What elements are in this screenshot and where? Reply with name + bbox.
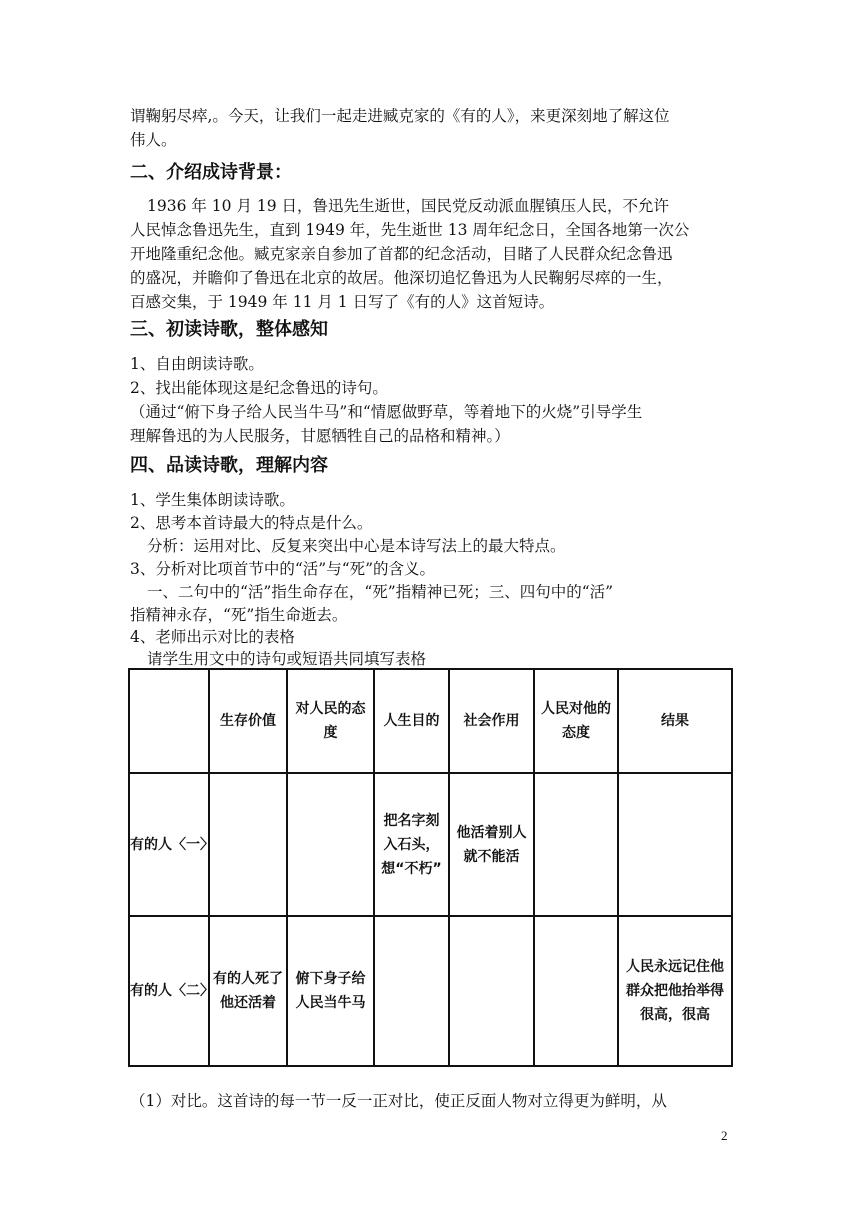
table-header-cell: 人民对他的态度 xyxy=(534,669,618,773)
background-line-4: 的盛况，并瞻仰了鲁迅在北京的故居。他深切追忆鲁迅为人民鞠躬尽瘁的一生， xyxy=(130,269,673,287)
intro-line-1: 谓鞠躬尽瘁,。今天，让我们一起走进臧克家的《有的人》，来更深刻地了解这位 xyxy=(130,107,670,125)
close-reading-line-1: 1、学生集体朗读诗歌。 xyxy=(130,491,295,509)
first-reading-line-4: 理解鲁迅的为人民服务，甘愿牺牲自己的品格和精神。） xyxy=(130,427,510,445)
table-row xyxy=(129,773,732,916)
table-cell xyxy=(618,773,732,916)
table-cell xyxy=(534,916,618,1066)
first-reading-line-3: （通过“俯下身子给人民当牛马”和“情愿做野草，等着地下的火烧”引导学生 xyxy=(130,403,643,421)
table-header-cell xyxy=(129,669,209,773)
section-heading-first-reading: 三、初读诗歌，整体感知 xyxy=(130,319,328,340)
table-row-label: 有的人〈一〉 xyxy=(129,773,209,916)
table-cell: 俯下身子给人民当牛马 xyxy=(287,916,374,1066)
footer-line: （1）对比。这首诗的每一节一反一正对比，使正反面人物对立得更为鲜明，从 xyxy=(130,1092,667,1110)
close-reading-line-4: 3、分析对比项首节中的“活”与“死”的含义。 xyxy=(130,560,436,578)
close-reading-line-7: 4、老师出示对比的表格 xyxy=(130,628,295,646)
background-line-2: 人民悼念鲁迅先生，直到 1949 年，先生逝世 13 周年纪念日，全国各地第一次公 xyxy=(130,221,690,239)
table-header-cell: 生存价值 xyxy=(209,669,287,773)
close-reading-line-3: 分析：运用对比、反复来突出中心是本诗写法上的最大特点。 xyxy=(147,537,566,555)
comparison-table xyxy=(128,668,733,1067)
page-number: 2 xyxy=(721,1128,728,1143)
table-row xyxy=(129,916,732,1066)
table-cell: 把名字刻入石头，想“不朽” xyxy=(374,773,449,916)
table-header-row xyxy=(129,669,732,773)
section-heading-background: 二、介绍成诗背景： xyxy=(130,162,292,183)
table-cell xyxy=(534,773,618,916)
table-cell xyxy=(449,916,534,1066)
close-reading-line-5: 一、二句中的“活”指生命存在，“死”指精神已死；三、四句中的“活” xyxy=(147,583,614,601)
background-line-1: 1936 年 10 月 19 日，鲁迅先生逝世，国民党反动派血腥镇压人民，不允许 xyxy=(147,197,670,215)
table-cell xyxy=(209,773,287,916)
section-heading-close-reading: 四、品读诗歌，理解内容 xyxy=(130,455,328,476)
table-cell: 有的人死了他还活着 xyxy=(209,916,287,1066)
background-line-3: 开地隆重纪念他。臧克家亲自参加了首都的纪念活动，目睹了人民群众纪念鲁迅 xyxy=(130,245,673,263)
background-line-5: 百感交集，于 1949 年 11 月 1 日写了《有的人》这首短诗。 xyxy=(130,293,555,311)
table-header-cell: 对人民的态度 xyxy=(287,669,374,773)
table-header-cell: 人生目的 xyxy=(374,669,449,773)
close-reading-line-2: 2、思考本首诗最大的特点是什么。 xyxy=(130,514,373,532)
table-header-cell: 结果 xyxy=(618,669,732,773)
first-reading-line-1: 1、自由朗读诗歌。 xyxy=(130,355,264,373)
table-cell xyxy=(287,773,374,916)
close-reading-line-6: 指精神永存，“死”指生命逝去。 xyxy=(130,606,348,624)
table-row-label: 有的人〈二〉 xyxy=(129,916,209,1066)
table-cell xyxy=(374,916,449,1066)
close-reading-line-8: 请学生用文中的诗句或短语共同填写表格 xyxy=(147,650,427,668)
table-cell: 人民永远记住他群众把他抬举得很高，很高 xyxy=(618,916,732,1066)
first-reading-line-2: 2、找出能体现这是纪念鲁迅的诗句。 xyxy=(130,379,388,397)
intro-line-2: 伟人。 xyxy=(130,131,177,149)
table-header-cell: 社会作用 xyxy=(449,669,534,773)
table-cell: 他活着别人就不能活 xyxy=(449,773,534,916)
